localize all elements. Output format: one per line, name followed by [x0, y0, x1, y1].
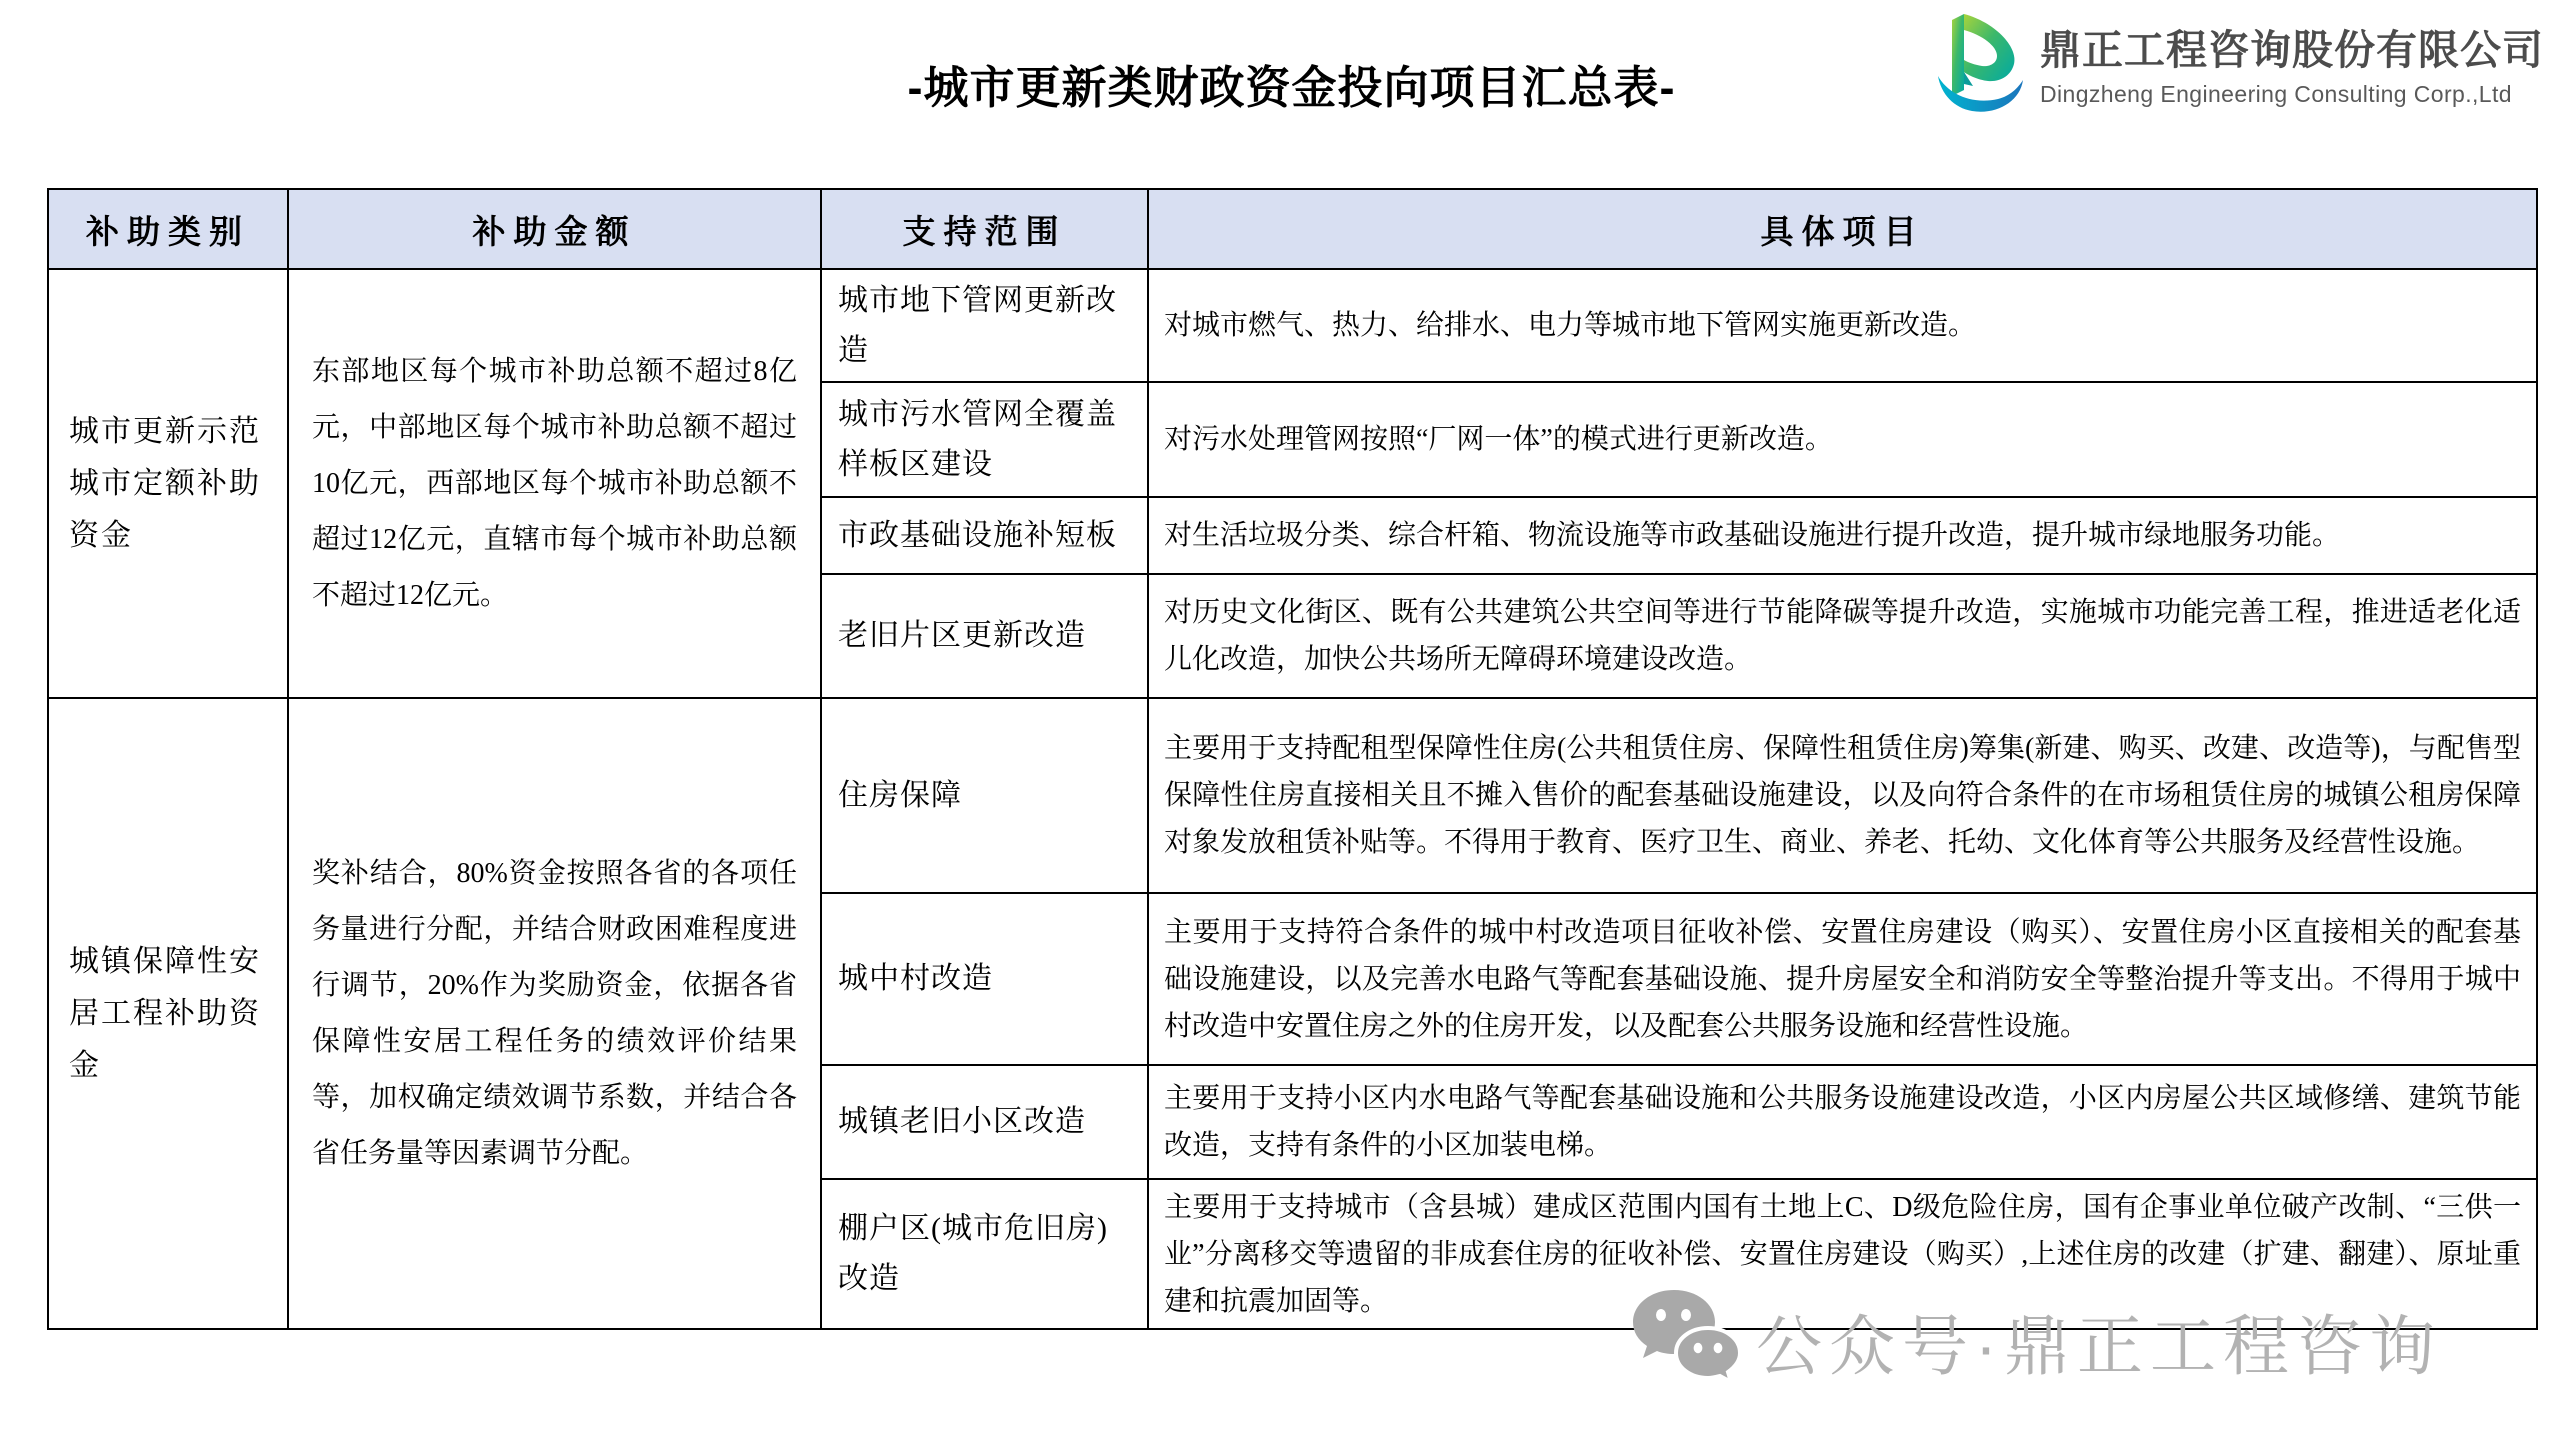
detail-cell: 主要用于支持配租型保障性住房(公共租赁住房、保障性租赁住房)筹集(新建、购买、改建、改造等)，与配售型保障性住房直接相关且不摊入售价的配套基础设施建设，以及向符合条件的在市场租赁住房的城镇公租房保障对象发放租赁补贴等。不得用于教育、医疗卫生、商业、养老、托幼、文化体育等公共服务及经营性设施。 — [1148, 698, 2537, 893]
column-header-support-scope: 支持范围 — [821, 189, 1148, 269]
detail-cell: 主要用于支持城市（含县城）建成区范围内国有土地上C、D级危险住房，国有企事业单位破产改制、“三供一业”分离移交等遗留的非成套住房的征收补偿、安置住房建设（购买）,上述住房的改建（扩建、翻建）、原址重建和抗震加固等。 — [1148, 1179, 2537, 1329]
column-header-subsidy-category: 补助类别 — [48, 189, 288, 269]
detail-cell: 主要用于支持符合条件的城中村改造项目征收补偿、安置住房建设（购买）、安置住房小区直接相关的配套基础设施建设，以及完善水电路气等配套基础设施、提升房屋安全和消防安全等整治提升等支出。不得用于城中村改造中安置住房之外的住房开发，以及配套公共服务设施和经营性设施。 — [1148, 893, 2537, 1065]
funding-summary-table — [47, 188, 2538, 1330]
wechat-watermark — [1630, 1288, 2442, 1392]
scope-cell: 城镇老旧小区改造 — [821, 1065, 1148, 1179]
page-title: -城市更新类财政资金投向项目汇总表- — [907, 62, 1676, 113]
company-name-cn: 鼎正工程咨询股份有限公司 — [2040, 26, 2544, 73]
logo-text-block — [2040, 17, 2544, 108]
amount-cell-affordable-housing: 奖补结合，80%资金按照各省的各项任务量进行分配，并结合财政困难程度进行调节，20%作为奖励资金，依据各省保障性安居工程任务的绩效评价结果等，加权确定绩效调节系数，并结合各省任务量等因素调节分配。 — [288, 698, 821, 1329]
table-row — [48, 269, 2537, 382]
detail-cell: 主要用于支持小区内水电路气等配套基础设施和公共服务设施建设改造，小区内房屋公共区域修缮、建筑节能改造，支持有条件的小区加装电梯。 — [1148, 1065, 2537, 1179]
watermark-text: 公众号·鼎正工程咨询 — [1756, 1308, 2442, 1383]
table-row — [48, 698, 2537, 893]
scope-cell: 城市地下管网更新改造 — [821, 269, 1148, 382]
column-header-specific-projects: 具体项目 — [1148, 189, 2537, 269]
scope-cell: 住房保障 — [821, 698, 1148, 893]
detail-cell: 对生活垃圾分类、综合杆箱、物流设施等市政基础设施进行提升改造，提升城市绿地服务功能。 — [1148, 497, 2537, 574]
detail-cell: 对城市燃气、热力、给排水、电力等城市地下管网实施更新改造。 — [1148, 269, 2537, 382]
scope-cell: 棚户区(城市危旧房)改造 — [821, 1179, 1148, 1329]
detail-cell: 对历史文化街区、既有公共建筑公共空间等进行节能降碳等提升改造，实施城市功能完善工程，推进适老化适儿化改造，加快公共场所无障碍环境建设改造。 — [1148, 574, 2537, 698]
wechat-icon — [1630, 1288, 1740, 1392]
scope-cell: 城中村改造 — [821, 893, 1148, 1065]
amount-cell-urban-renewal-demo: 东部地区每个城市补助总额不超过8亿元，中部地区每个城市补助总额不超过10亿元，西部地区每个城市补助总额不超过12亿元，直辖市每个城市补助总额不超过12亿元。 — [288, 269, 821, 698]
scope-cell: 老旧片区更新改造 — [821, 574, 1148, 698]
scope-cell: 市政基础设施补短板 — [821, 497, 1148, 574]
dingzheng-leaf-d-logo-icon — [1936, 12, 2028, 112]
table-header-row — [48, 189, 2537, 269]
scope-cell: 城市污水管网全覆盖样板区建设 — [821, 382, 1148, 497]
category-cell-urban-renewal-demo: 城市更新示范城市定额补助资金 — [48, 269, 288, 698]
detail-cell: 对污水处理管网按照“厂网一体”的模式进行更新改造。 — [1148, 382, 2537, 497]
company-logo — [1936, 12, 2544, 112]
company-name-en: Dingzheng Engineering Consulting Corp.,Ltd — [2040, 80, 2512, 107]
category-cell-affordable-housing: 城镇保障性安居工程补助资金 — [48, 698, 288, 1329]
column-header-subsidy-amount: 补助金额 — [288, 189, 821, 269]
